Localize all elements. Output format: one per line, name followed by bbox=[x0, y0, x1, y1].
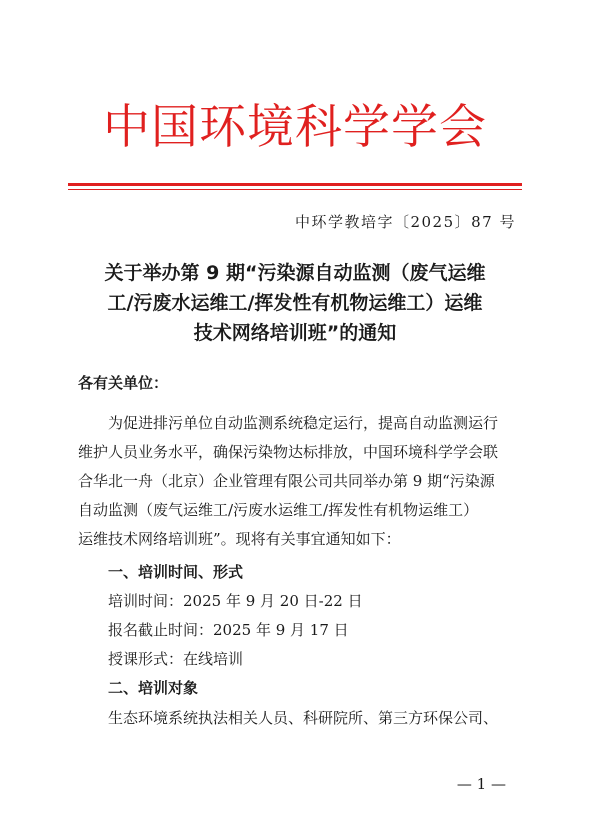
registration-deadline: 报名截止时间：2025 年 9 月 17 日 bbox=[108, 621, 349, 639]
page-number: — 1 — bbox=[456, 775, 506, 793]
document-title bbox=[60, 258, 530, 348]
salutation: 各有关单位： bbox=[78, 374, 169, 392]
title-line: 技术网络培训班”的通知 bbox=[193, 322, 397, 344]
section-heading-schedule: 一、培训时间、形式 bbox=[108, 563, 244, 581]
title-line: 工/污废水运维工/挥发性有机物运维工）运维 bbox=[107, 292, 483, 314]
paragraph-line: 为促进排污单位自动监测系统稳定运行，提高自动监测运行 bbox=[108, 414, 499, 432]
document-number: 中环学教培字〔2025〕87 号 bbox=[294, 213, 516, 231]
paragraph-line: 维护人员业务水平，确保污染物达标排放，中国环境科学学会联 bbox=[78, 443, 499, 461]
section-heading-audience: 二、培训对象 bbox=[108, 679, 199, 697]
paragraph-line: 运维技术网络培训班”。现将有关事宜通知如下： bbox=[78, 530, 401, 548]
organization-name: 中国环境科学学会 bbox=[103, 100, 487, 155]
title-line: 关于举办第 9 期“污染源自动监测（废气运维 bbox=[104, 262, 486, 284]
header-divider-thick bbox=[68, 183, 522, 186]
paragraph-line: 自动监测（废气运维工/污废水运维工/挥发性有机物运维工） bbox=[78, 501, 479, 519]
training-time: 培训时间：2025 年 9 月 20 日-22 日 bbox=[108, 592, 363, 610]
header-divider-thin bbox=[68, 189, 522, 190]
training-format: 授课形式：在线培训 bbox=[108, 650, 244, 668]
paragraph-line: 合华北一舟（北京）企业管理有限公司共同举办第 9 期“污染源 bbox=[78, 472, 495, 490]
audience-text: 生态环境系统执法相关人员、科研院所、第三方环保公司、 bbox=[108, 709, 499, 727]
